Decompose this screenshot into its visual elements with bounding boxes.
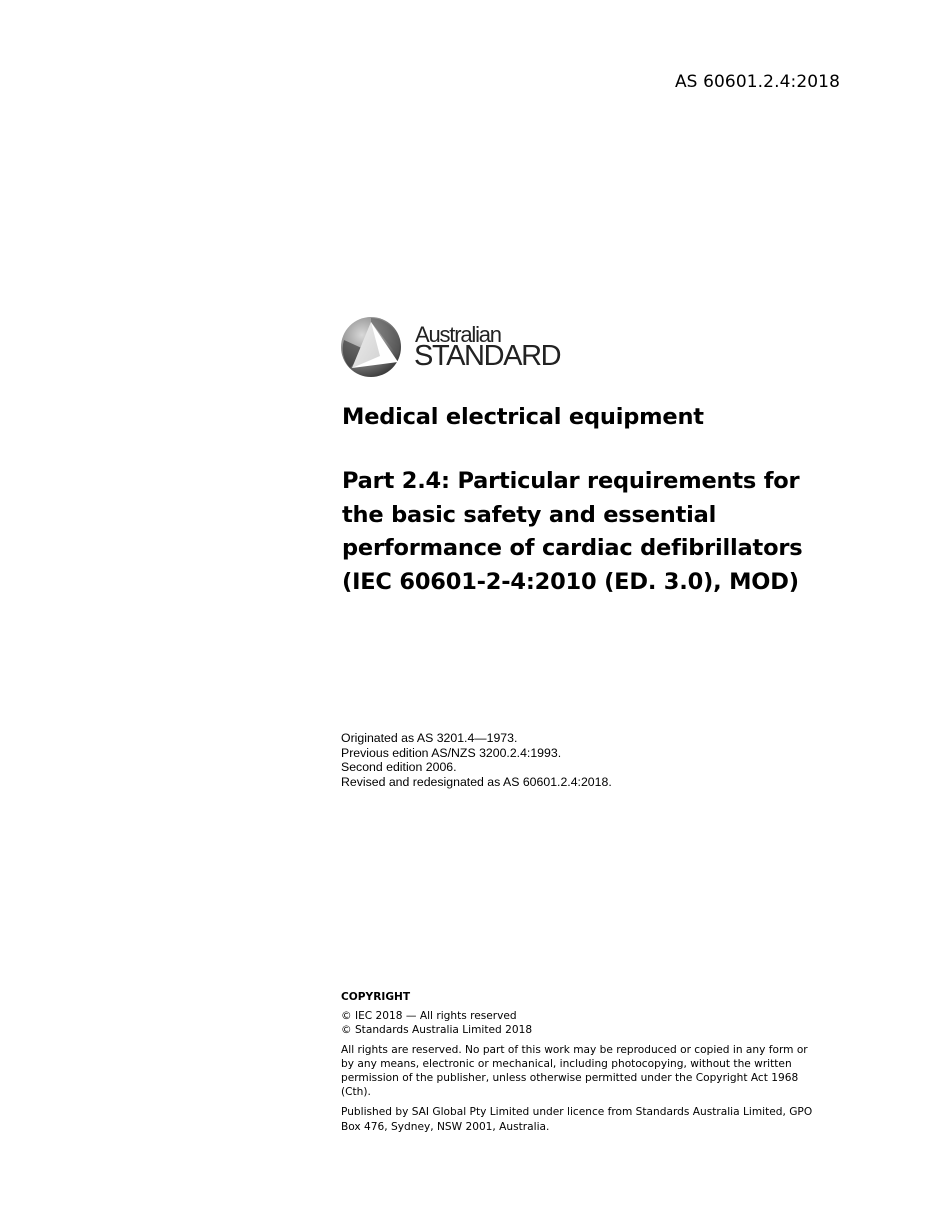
rights-statement: All rights are reserved. No part of this work may be reproduced or copied in any form or by any means, electronic or mechanical, including photocopying, without the written permission of the publisher, unless otherwise permitted under the Copyright Act 1968 (Cth). bbox=[341, 1044, 808, 1098]
australian-standard-triangle-logo-icon bbox=[340, 316, 402, 378]
document-title: Medical electrical equipment bbox=[342, 404, 704, 430]
copyright-line: © IEC 2018 — All rights reserved bbox=[341, 1010, 517, 1022]
logo-text-standard: STANDARD bbox=[414, 340, 561, 372]
logo-text-australian: Australian bbox=[415, 322, 501, 347]
copyright-heading: COPYRIGHT bbox=[341, 991, 411, 1003]
copyright-notices bbox=[341, 1009, 841, 1037]
history-line: Revised and redesignated as AS 60601.2.4:2018. bbox=[341, 775, 612, 790]
history-line: Second edition 2006. bbox=[341, 760, 457, 775]
copyright-block bbox=[341, 990, 841, 1135]
edition-history bbox=[341, 731, 612, 790]
document-number: AS 60601.2.4:2018 bbox=[674, 72, 840, 92]
publisher-statement: Published by SAI Global Pty Limited under licence from Standards Australia Limited, GPO Box 476, Sydney, NSW 2001, Australia. bbox=[341, 1106, 813, 1133]
copyright-line: © Standards Australia Limited 2018 bbox=[341, 1024, 533, 1036]
australian-standard-logo bbox=[340, 316, 580, 382]
history-line: Previous edition AS/NZS 3200.2.4:1993. bbox=[341, 745, 562, 760]
document-subtitle: Part 2.4: Particular requirements for the basic safety and essential performance of cardiac defibrillators (IEC 60601-2-4:2010 (ED. 3.0), MOD) bbox=[342, 468, 803, 595]
history-line: Originated as AS 3201.4—1973. bbox=[341, 731, 518, 745]
